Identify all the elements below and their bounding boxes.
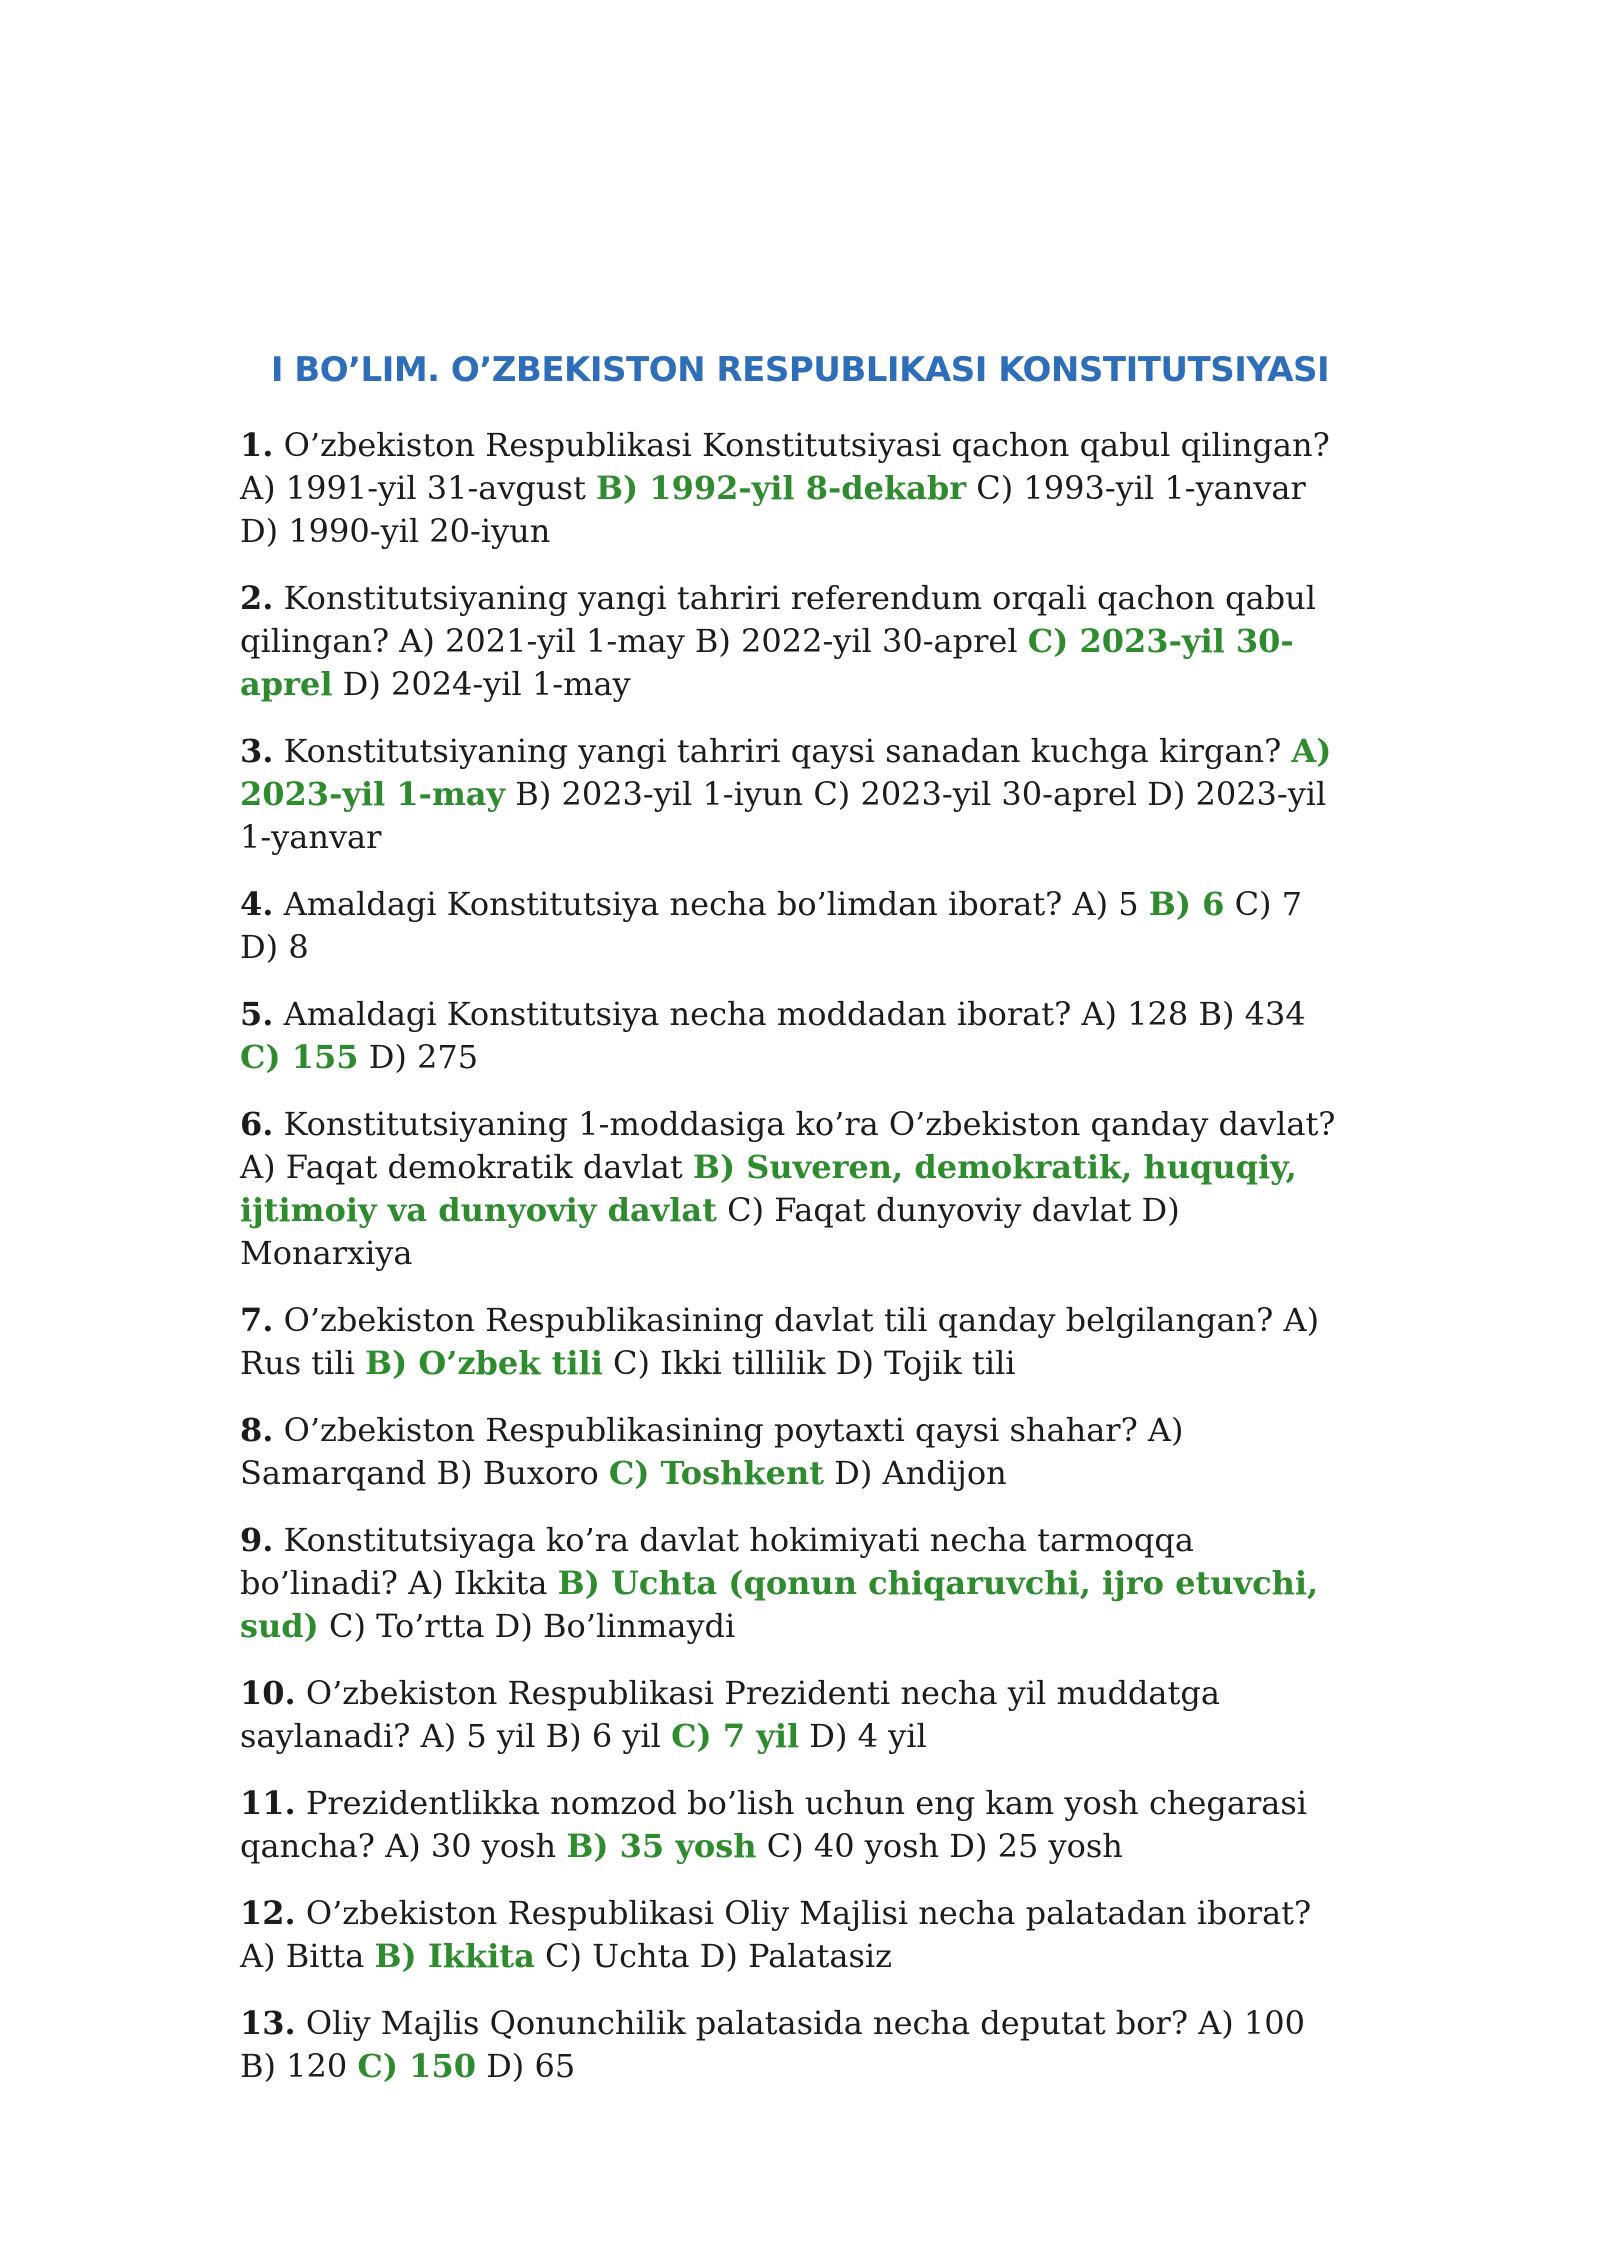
question-item [240,577,1350,706]
correct-answer: B) Uchta (qonun chiqaruvchi, ijro etuvchi, sud) [240,1564,1319,1645]
question-text: Konstitutsiyaning 1-moddasiga ko’ra O’zbekiston qanday davlat? A) Faqat demokratik davlat [240,1105,1336,1186]
question-list [240,424,1350,2112]
question-number: 3. [240,732,274,770]
question-number: 7. [240,1301,274,1339]
correct-answer: C) 2023-yil 30-aprel [240,622,1294,703]
question-text: O’zbekiston Respublikasi Konstitutsiyasi qachon qabul qilingan? A) 1991-yil 31-avgust [240,426,1330,507]
correct-answer: C) 150 [357,2047,476,2085]
question-text: O’zbekiston Respublikasining davlat tili qanday belgilangan? A) Rus tili [240,1301,1320,1382]
question-number: 2. [240,579,274,617]
question-text: Oliy Majlis Qonunchilik palatasida necha deputat bor? A) 100 B) 120 [240,2004,1305,2085]
question-item [240,1103,1350,1275]
other-options: D) Andijon [823,1454,1007,1492]
question-item [240,1672,1350,1758]
other-options: D) 2024-yil 1-may [332,665,631,703]
question-item [240,2002,1350,2088]
other-options: D) 275 [358,1038,479,1076]
question-item [240,730,1350,859]
question-item [240,1409,1350,1495]
other-options: B) 2023-yil 1-iyun C) 2023-yil 30-aprel D) 2023-yil 1-yanvar [240,775,1327,856]
other-options: C) To’rtta D) Bo’linmaydi [318,1607,736,1645]
other-options: D) 4 yil [799,1717,927,1755]
question-number: 12. [240,1894,296,1932]
question-text: Konstitutsiyaning yangi tahriri referendum orqali qachon qabul qilingan? A) 2021-yil 1-may B) 2022-yil 30-aprel [240,579,1316,660]
correct-answer: B) Ikkita [374,1937,535,1975]
question-number: 8. [240,1411,274,1449]
question-text: O’zbekiston Respublikasi Oliy Majlisi necha palatadan iborat? A) Bitta [240,1894,1312,1975]
correct-answer: A) 2023-yil 1-may [240,732,1332,813]
question-number: 9. [240,1521,274,1559]
correct-answer: C) 155 [240,1038,359,1076]
correct-answer: C) 7 yil [671,1717,800,1755]
question-text: Prezidentlikka nomzod bo’lish uchun eng kam yosh chegarasi qancha? A) 30 yosh [240,1784,1308,1865]
other-options: C) 40 yosh D) 25 yosh [756,1827,1123,1865]
question-item [240,424,1350,553]
question-text: Konstitutsiyaga ko’ra davlat hokimiyati necha tarmoqqa bo’linadi? A) Ikkita [240,1521,1194,1602]
question-text: Konstitutsiyaning yangi tahriri qaysi sanadan kuchga kirgan? [273,732,1292,770]
correct-answer: B) Suveren, demokratik, huquqiy, ijtimoiy va dunyoviy davlat [240,1148,1297,1229]
question-text: Amaldagi Konstitutsiya necha bo’limdan iborat? A) 5 [273,885,1149,923]
other-options: C) Faqat dunyoviy davlat D) Monarxiya [240,1191,1180,1272]
question-item [240,1892,1350,1978]
correct-answer: B) O’zbek tili [365,1344,603,1382]
correct-answer: C) Toshkent [608,1454,824,1492]
question-item [240,1519,1350,1648]
question-text: Amaldagi Konstitutsiya necha moddadan iborat? A) 128 B) 434 [273,995,1306,1033]
question-item [240,1782,1350,1868]
other-options: D) 65 [475,2047,576,2085]
question-number: 10. [240,1674,296,1712]
section-title: I BO’LIM. O’ZBEKISTON RESPUBLIKASI KONSTITUTSIYASI [270,350,1330,390]
question-item [240,883,1350,969]
question-text: O’zbekiston Respublikasining poytaxti qaysi shahar? A) Samarqand B) Buxoro [240,1411,1184,1492]
correct-answer: B) 35 yosh [566,1827,757,1865]
question-item [240,993,1350,1079]
question-number: 5. [240,995,274,1033]
other-options: C) Uchta D) Palatasiz [534,1937,892,1975]
question-number: 11. [240,1784,296,1822]
question-item [240,1299,1350,1385]
question-number: 6. [240,1105,274,1143]
question-number: 13. [240,2004,296,2042]
other-options: C) 1993-yil 1-yanvar D) 1990-yil 20-iyun [240,469,1306,550]
correct-answer: B) 1992-yil 8-dekabr [595,469,967,507]
question-text: O’zbekiston Respublikasi Prezidenti necha yil muddatga saylanadi? A) 5 yil B) 6 yil [240,1674,1220,1755]
other-options: C) Ikki tillilik D) Tojik tili [602,1344,1016,1382]
question-number: 4. [240,885,274,923]
other-options: C) 7 D) 8 [240,885,1303,966]
correct-answer: B) 6 [1148,885,1225,923]
question-number: 1. [240,426,274,464]
